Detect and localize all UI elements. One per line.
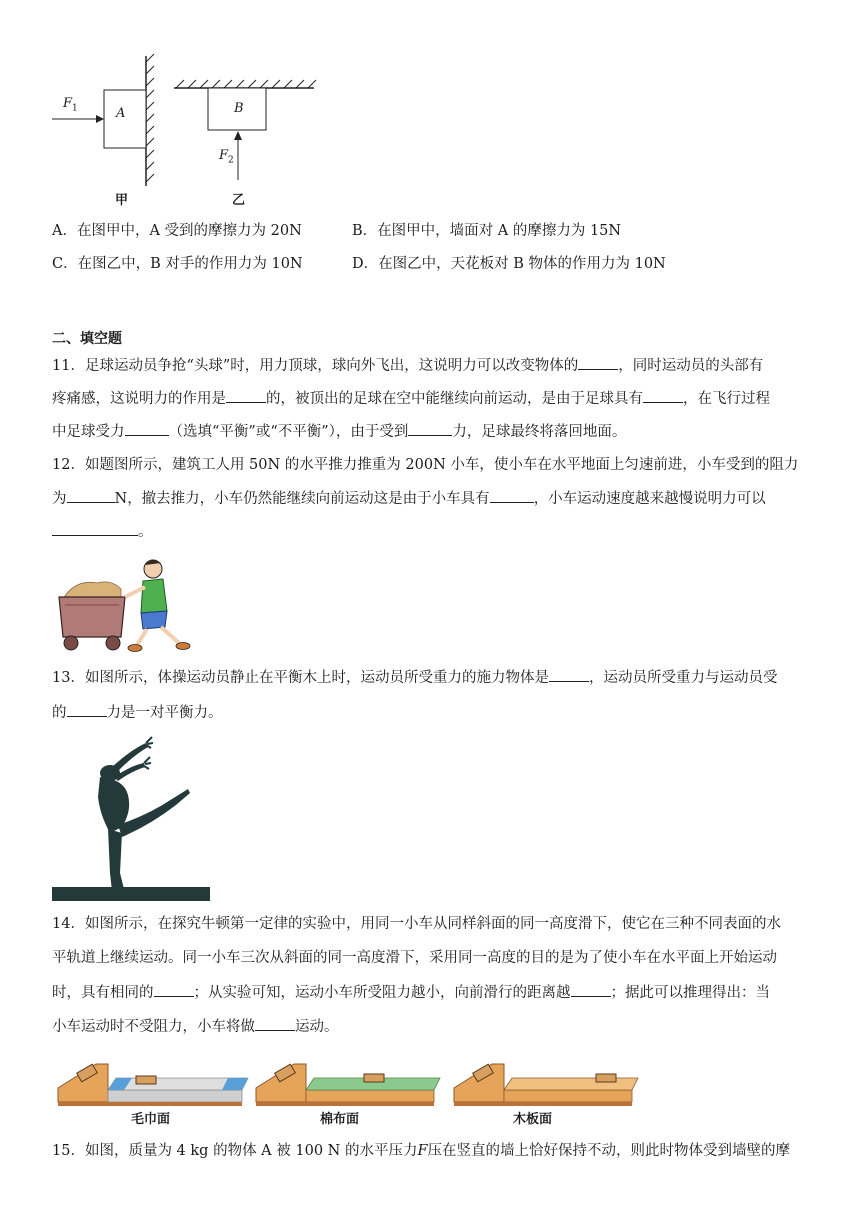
surface-label-wood: 木板面 (513, 1112, 553, 1127)
label-a: A (116, 106, 126, 121)
q11-line2: 疼痛感，这说明力的作用是 的，被顶出的足球在空中能继续向前运动，是由于足球具有 ，在飞行过程 (52, 388, 770, 409)
caption-yi: 乙 (232, 193, 246, 208)
ramp-cotton (256, 1064, 440, 1106)
cart-pushing-illustration (55, 557, 200, 655)
gymnast-silhouette-illustration (52, 733, 212, 903)
q13-line2: 的 力是一对平衡力。 (52, 702, 223, 723)
q11-line1: 11．足球运动员争抢“头球”时，用力顶球，球向外飞出，这说明力可以改变物体的 ，同时运动员的头部有 (52, 355, 763, 376)
q12-line2: 为 N，撤去推力，小车仍然能继续向前运动这是由于小车具有 ，小车运动速度越来越慢说明力可以 (52, 488, 766, 509)
surface-label-towel: 毛巾面 (131, 1112, 171, 1127)
q12-line3: 。 (52, 521, 153, 542)
ramp-wood (454, 1064, 638, 1106)
label-f2: $F_2$ (219, 148, 234, 166)
label-f1: $F_1$ (63, 96, 78, 114)
three-surfaces-illustration (56, 1060, 646, 1108)
label-b: B (234, 101, 244, 116)
q14-line4: 小车运动时不受阻力，小车将做 运动。 (52, 1016, 339, 1037)
option-d: D．在图乙中，天花板对 B 物体的作用力为 10N (352, 256, 666, 272)
q14-line3: 时，具有相同的 ；从实验可知，运动小车所受阻力越小，向前滑行的距离越 ；据此可以推理得出：当 (52, 982, 770, 1003)
q15-line1: 15．如图，质量为 4 kg 的物体 A 被 100 N 的水平压力F压在竖直的墙上恰好保持不动，则此时物体受到墙壁的摩 (52, 1143, 791, 1159)
force-diagram-figure (48, 52, 328, 212)
q11-line3: 中足球受力 （选填“平衡”或“不平衡”），由于受到 力，足球最终将落回地面。 (52, 421, 626, 442)
q14-line2: 平轨道上继续运动。同一小车三次从斜面的同一高度滑下，采用同一高度的目的是为了使小车在水平面上开始运动 (52, 950, 777, 966)
section-title: 二、填空题 (52, 331, 122, 347)
q14-line1: 14．如图所示，在探究牛顿第一定律的实验中，用同一小车从同样斜面的同一高度滑下，使它在三种不同表面的水 (52, 916, 781, 932)
caption-jia: 甲 (115, 193, 129, 208)
option-a: A．在图甲中，A 受到的摩擦力为 20N (52, 223, 302, 239)
surface-label-cotton: 棉布面 (320, 1112, 360, 1127)
option-c: C．在图乙中，B 对手的作用力为 10N (52, 256, 303, 272)
q12-line1: 12．如题图所示，建筑工人用 50N 的水平推力推重为 200N 小车，使小车在水平地面上匀速前进，小车受到的阻力 (52, 457, 799, 473)
option-b: B．在图甲中，墙面对 A 的摩擦力为 15N (352, 223, 622, 239)
ramp-towel (58, 1064, 248, 1106)
q13-line1: 13．如图所示，体操运动员静止在平衡木上时，运动员所受重力的施力物体是 ，运动员所受重力与运动员受 (52, 667, 777, 688)
